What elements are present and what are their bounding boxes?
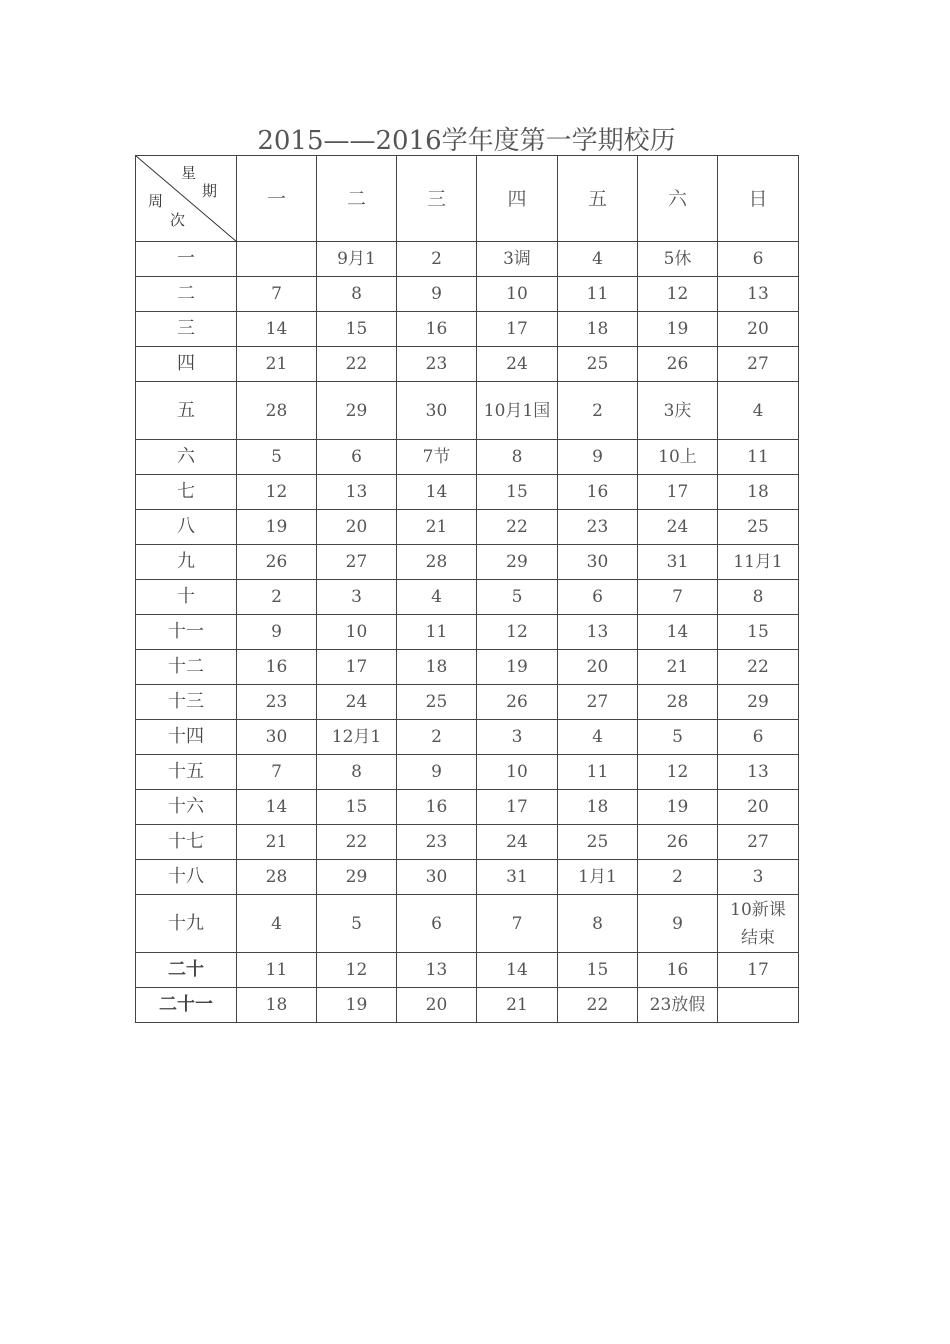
day-cell: 16 [397, 312, 477, 347]
week-number-cell: 十七 [136, 825, 237, 860]
week-number-cell: 九 [136, 545, 237, 580]
school-calendar-table [135, 155, 799, 1023]
day-cell: 19 [237, 510, 317, 545]
day-cell: 19 [317, 988, 397, 1023]
day-cell: 15 [718, 615, 799, 650]
page-title: 2015——2016学年度第一学期校历 [257, 126, 676, 156]
day-cell: 29 [317, 382, 397, 440]
day-cell: 2 [558, 382, 638, 440]
day-cell: 2 [237, 580, 317, 615]
day-cell: 22 [558, 988, 638, 1023]
day-cell: 29 [317, 860, 397, 895]
day-cell: 20 [317, 510, 397, 545]
day-cell: 26 [638, 347, 718, 382]
week-row [136, 720, 799, 755]
week-row [136, 382, 799, 440]
day-cell: 5 [638, 720, 718, 755]
week-number-cell: 十 [136, 580, 237, 615]
day-cell: 13 [397, 953, 477, 988]
day-cell: 12 [317, 953, 397, 988]
day-cell: 5 [237, 440, 317, 475]
day-cell: 27 [718, 825, 799, 860]
day-cell: 12 [237, 475, 317, 510]
day-cell: 13 [317, 475, 397, 510]
day-cell: 12 [638, 755, 718, 790]
day-cell: 6 [718, 242, 799, 277]
day-cell: 19 [477, 650, 558, 685]
day-cell: 26 [638, 825, 718, 860]
day-cell: 6 [397, 895, 477, 953]
day-cell: 21 [237, 347, 317, 382]
day-cell: 25 [718, 510, 799, 545]
day-cell: 2 [638, 860, 718, 895]
week-number-cell: 八 [136, 510, 237, 545]
day-cell: 6 [317, 440, 397, 475]
day-cell: 17 [477, 312, 558, 347]
week-row [136, 277, 799, 312]
day-cell: 25 [397, 685, 477, 720]
day-cell: 15 [317, 790, 397, 825]
day-cell: 12 [477, 615, 558, 650]
day-cell: 16 [638, 953, 718, 988]
week-number-cell: 十三 [136, 685, 237, 720]
day-cell: 17 [477, 790, 558, 825]
day-cell: 23 [397, 347, 477, 382]
weekday-header: 二 [317, 156, 397, 242]
day-cell: 11 [397, 615, 477, 650]
week-number-cell: 二 [136, 277, 237, 312]
week-row [136, 860, 799, 895]
week-row [136, 953, 799, 988]
day-cell: 18 [558, 790, 638, 825]
day-cell: 5 [477, 580, 558, 615]
day-cell: 28 [638, 685, 718, 720]
day-cell: 16 [397, 790, 477, 825]
week-number-cell: 十九 [136, 895, 237, 953]
day-cell: 28 [237, 860, 317, 895]
day-cell: 8 [718, 580, 799, 615]
day-cell: 17 [718, 953, 799, 988]
corner-bottom-label-2: 次 [170, 211, 186, 229]
day-cell: 11月1 [718, 545, 799, 580]
calendar-body [136, 242, 799, 1023]
day-cell: 17 [638, 475, 718, 510]
day-cell: 23 [397, 825, 477, 860]
week-number-cell: 五 [136, 382, 237, 440]
weekday-header: 五 [558, 156, 638, 242]
week-row [136, 510, 799, 545]
corner-top-label-2: 期 [202, 182, 218, 200]
day-cell: 12月1 [317, 720, 397, 755]
day-cell: 23 [237, 685, 317, 720]
weekday-header: 四 [477, 156, 558, 242]
day-cell: 5休 [638, 242, 718, 277]
day-cell: 10新课结束 [718, 895, 799, 953]
day-cell: 22 [718, 650, 799, 685]
day-cell: 30 [558, 545, 638, 580]
day-cell: 29 [477, 545, 558, 580]
header-row [136, 156, 799, 242]
day-cell: 18 [718, 475, 799, 510]
week-number-cell: 十二 [136, 650, 237, 685]
day-cell: 14 [397, 475, 477, 510]
day-cell: 21 [638, 650, 718, 685]
day-cell: 3 [718, 860, 799, 895]
day-cell: 13 [718, 755, 799, 790]
day-cell: 6 [558, 580, 638, 615]
day-cell: 9 [558, 440, 638, 475]
day-cell: 4 [558, 242, 638, 277]
day-cell: 10 [477, 755, 558, 790]
day-cell: 11 [237, 953, 317, 988]
day-cell: 10上 [638, 440, 718, 475]
day-cell: 9 [237, 615, 317, 650]
day-cell: 27 [718, 347, 799, 382]
day-cell: 20 [718, 312, 799, 347]
day-cell: 3 [317, 580, 397, 615]
day-cell: 18 [237, 988, 317, 1023]
day-cell: 20 [718, 790, 799, 825]
day-cell: 15 [477, 475, 558, 510]
day-cell: 14 [237, 790, 317, 825]
day-cell: 30 [397, 382, 477, 440]
week-row [136, 615, 799, 650]
weekday-header: 三 [397, 156, 477, 242]
day-cell: 5 [317, 895, 397, 953]
day-cell: 20 [397, 988, 477, 1023]
day-cell: 18 [397, 650, 477, 685]
day-cell: 24 [477, 825, 558, 860]
week-row [136, 312, 799, 347]
day-cell: 29 [718, 685, 799, 720]
day-cell: 25 [558, 347, 638, 382]
day-cell: 3 [477, 720, 558, 755]
day-cell: 7节 [397, 440, 477, 475]
day-cell: 19 [638, 790, 718, 825]
day-cell: 10月1国 [477, 382, 558, 440]
week-number-cell: 四 [136, 347, 237, 382]
day-cell [718, 988, 799, 1023]
day-cell: 9月1 [317, 242, 397, 277]
day-cell: 30 [397, 860, 477, 895]
day-cell: 18 [558, 312, 638, 347]
week-row [136, 685, 799, 720]
day-cell: 8 [558, 895, 638, 953]
week-row [136, 475, 799, 510]
day-cell: 15 [317, 312, 397, 347]
week-row [136, 895, 799, 953]
day-cell: 11 [718, 440, 799, 475]
week-row [136, 545, 799, 580]
week-number-cell: 二十一 [136, 988, 237, 1023]
day-cell: 8 [477, 440, 558, 475]
day-cell: 10 [477, 277, 558, 312]
day-cell: 9 [638, 895, 718, 953]
day-cell: 14 [638, 615, 718, 650]
day-cell: 14 [237, 312, 317, 347]
day-cell: 7 [477, 895, 558, 953]
day-cell: 24 [317, 685, 397, 720]
corner-header-cell [136, 156, 237, 242]
day-cell: 27 [317, 545, 397, 580]
day-cell: 7 [237, 277, 317, 312]
day-cell: 9 [397, 277, 477, 312]
week-number-cell: 三 [136, 312, 237, 347]
day-cell: 21 [237, 825, 317, 860]
week-number-cell: 十八 [136, 860, 237, 895]
day-cell: 31 [477, 860, 558, 895]
day-cell: 2 [397, 242, 477, 277]
day-cell: 9 [397, 755, 477, 790]
day-cell: 15 [558, 953, 638, 988]
week-number-cell: 十五 [136, 755, 237, 790]
week-row [136, 825, 799, 860]
week-number-cell: 二十 [136, 953, 237, 988]
day-cell: 26 [237, 545, 317, 580]
day-cell: 17 [317, 650, 397, 685]
week-row [136, 347, 799, 382]
day-cell: 2 [397, 720, 477, 755]
day-cell: 22 [317, 825, 397, 860]
day-cell: 8 [317, 755, 397, 790]
day-cell: 22 [317, 347, 397, 382]
day-cell: 6 [718, 720, 799, 755]
week-number-cell: 十一 [136, 615, 237, 650]
day-cell: 14 [477, 953, 558, 988]
day-cell: 27 [558, 685, 638, 720]
week-number-cell: 一 [136, 242, 237, 277]
day-cell: 11 [558, 277, 638, 312]
day-cell: 7 [237, 755, 317, 790]
day-cell [237, 242, 317, 277]
day-cell: 24 [638, 510, 718, 545]
day-cell: 4 [558, 720, 638, 755]
day-cell: 22 [477, 510, 558, 545]
day-cell: 25 [558, 825, 638, 860]
weekday-header: 日 [718, 156, 799, 242]
day-cell: 12 [638, 277, 718, 312]
day-cell: 7 [638, 580, 718, 615]
day-cell: 4 [237, 895, 317, 953]
day-cell: 13 [718, 277, 799, 312]
weekday-header: 一 [237, 156, 317, 242]
day-cell: 16 [237, 650, 317, 685]
day-cell: 11 [558, 755, 638, 790]
corner-bottom-label-1: 周 [148, 192, 164, 210]
day-cell: 20 [558, 650, 638, 685]
week-row [136, 988, 799, 1023]
week-row [136, 650, 799, 685]
week-row [136, 580, 799, 615]
day-cell: 24 [477, 347, 558, 382]
day-cell: 28 [237, 382, 317, 440]
day-cell: 4 [718, 382, 799, 440]
week-number-cell: 十四 [136, 720, 237, 755]
day-cell: 3庆 [638, 382, 718, 440]
day-cell: 8 [317, 277, 397, 312]
day-cell: 30 [237, 720, 317, 755]
day-cell: 13 [558, 615, 638, 650]
day-cell: 16 [558, 475, 638, 510]
day-cell: 21 [397, 510, 477, 545]
day-cell: 3调 [477, 242, 558, 277]
week-row [136, 242, 799, 277]
day-cell: 4 [397, 580, 477, 615]
day-cell: 31 [638, 545, 718, 580]
week-number-cell: 六 [136, 440, 237, 475]
weekday-header: 六 [638, 156, 718, 242]
week-number-cell: 七 [136, 475, 237, 510]
week-number-cell: 十六 [136, 790, 237, 825]
week-row [136, 755, 799, 790]
corner-top-label-1: 星 [181, 164, 197, 182]
week-row [136, 790, 799, 825]
day-cell: 1月1 [558, 860, 638, 895]
day-cell: 23 [558, 510, 638, 545]
day-cell: 19 [638, 312, 718, 347]
week-row [136, 440, 799, 475]
day-cell: 26 [477, 685, 558, 720]
day-cell: 28 [397, 545, 477, 580]
day-cell: 10 [317, 615, 397, 650]
day-cell: 23放假 [638, 988, 718, 1023]
day-cell: 21 [477, 988, 558, 1023]
